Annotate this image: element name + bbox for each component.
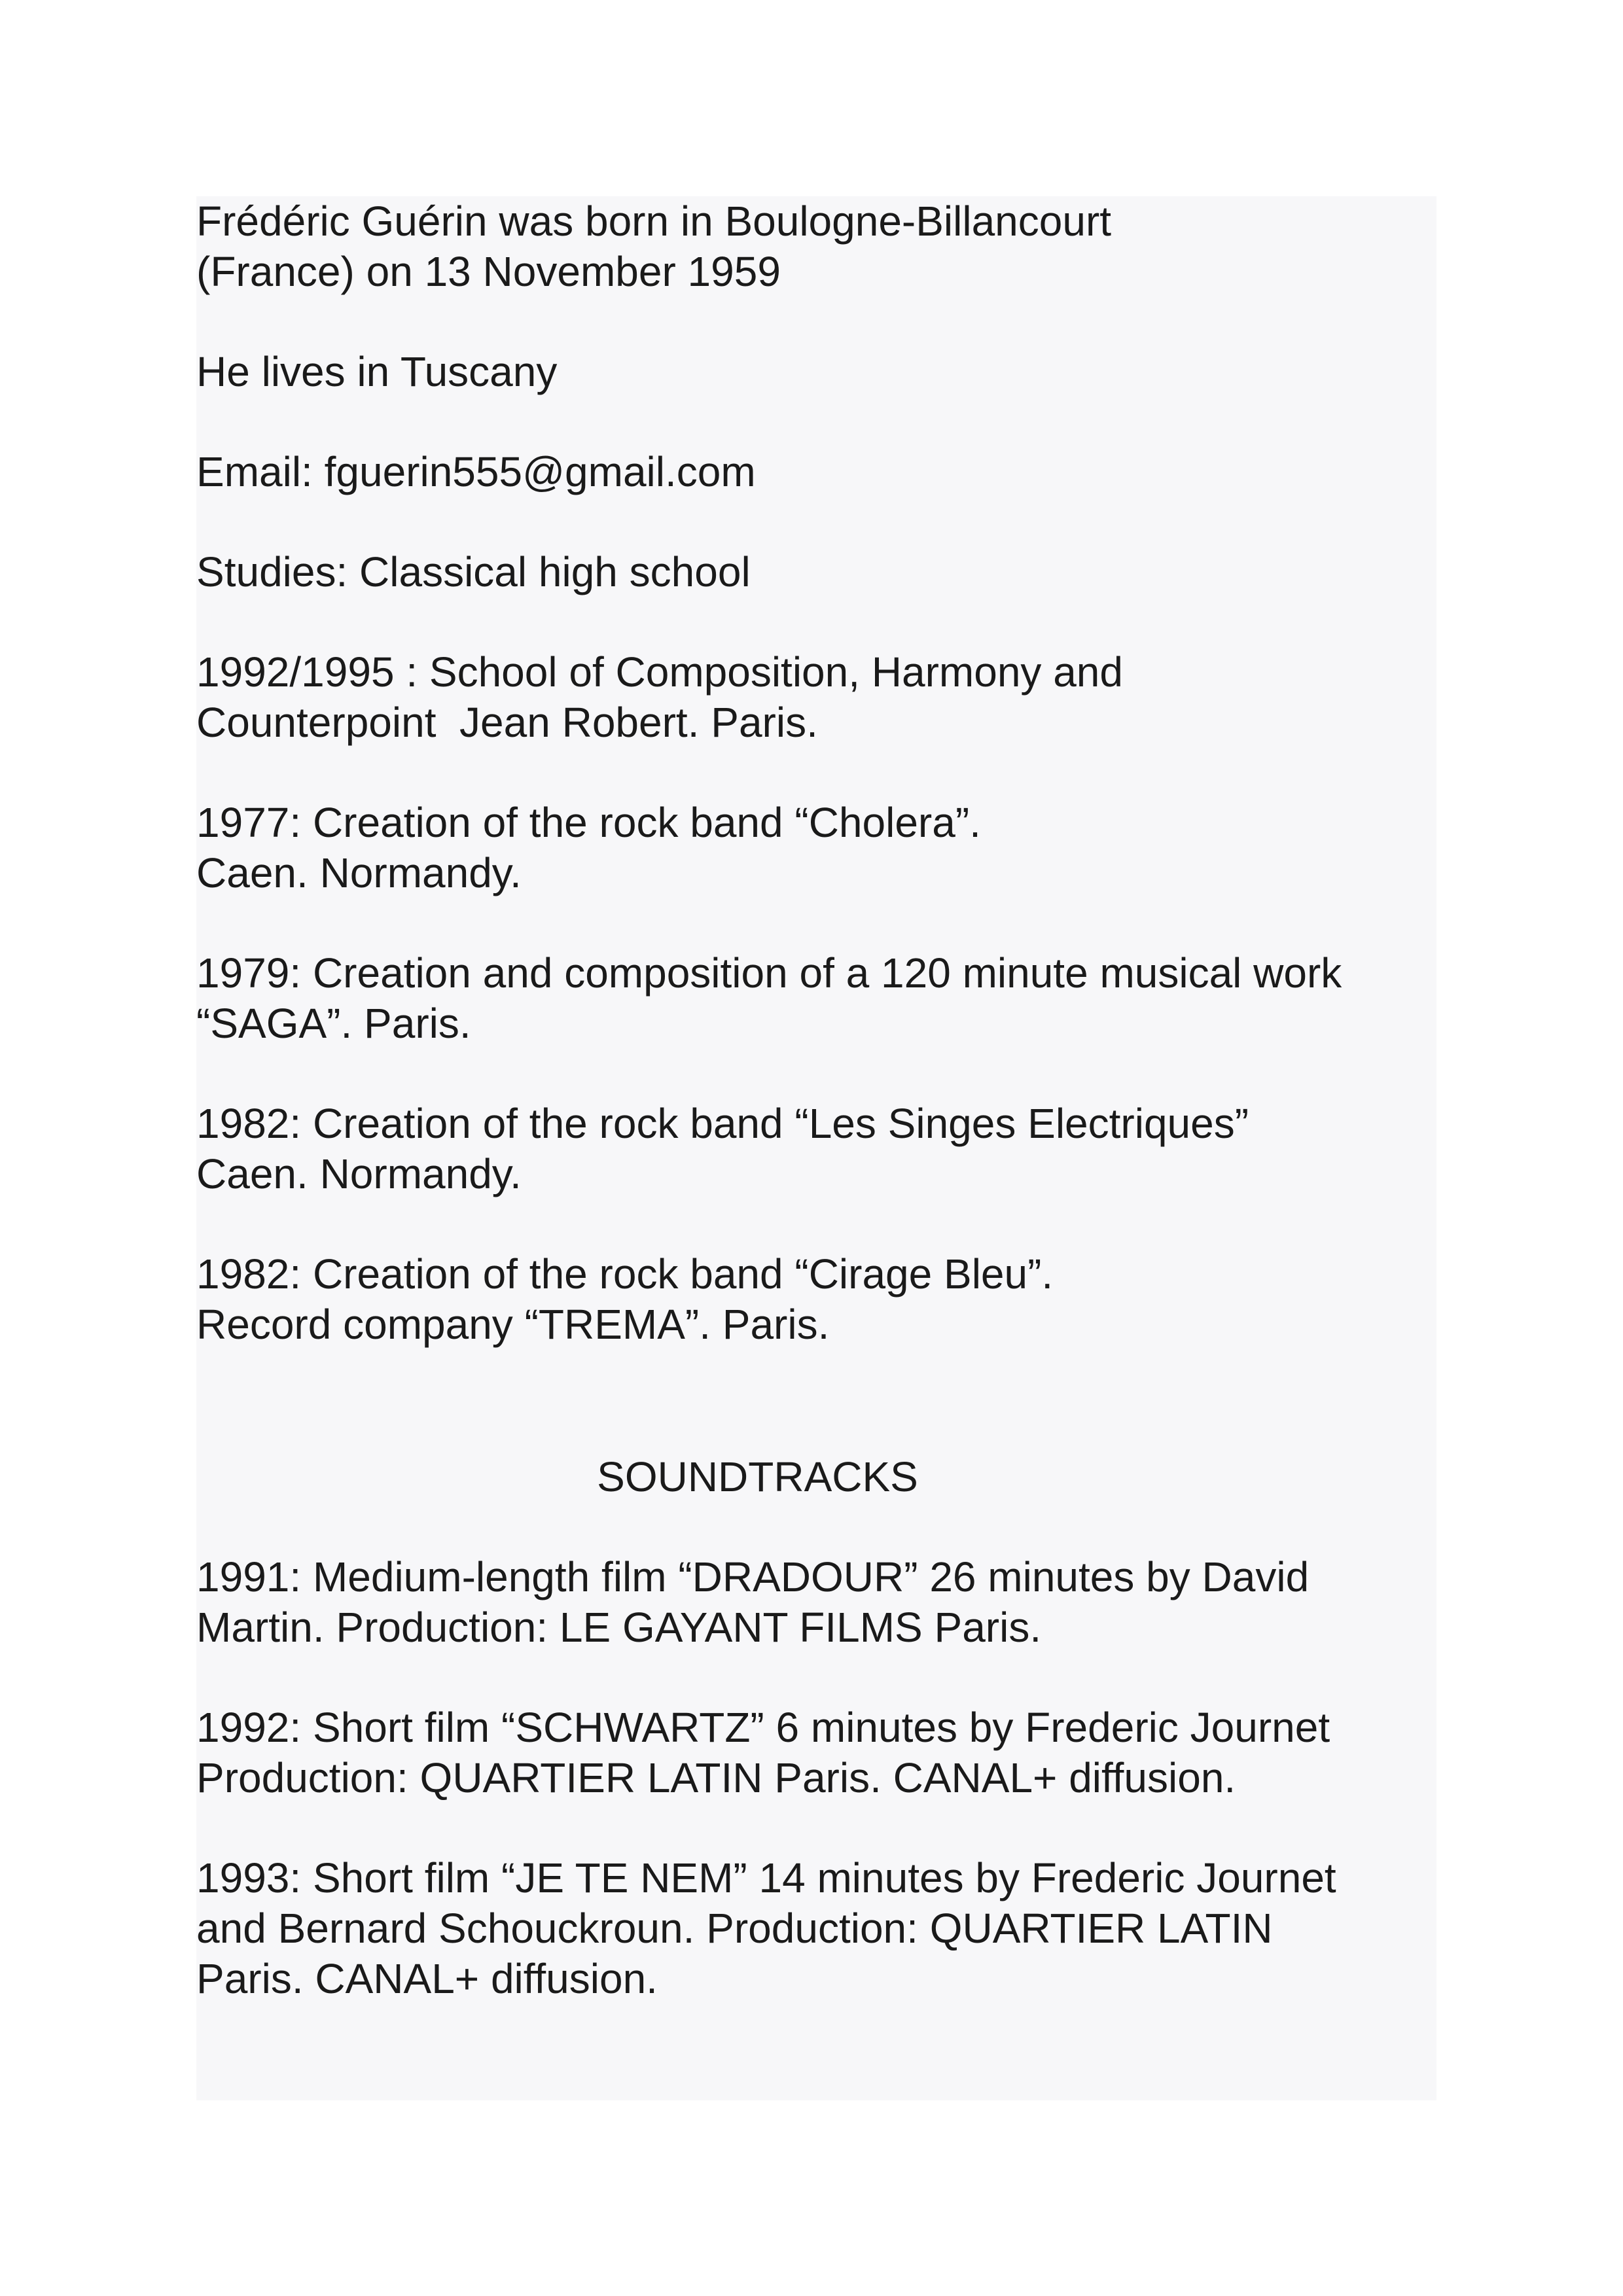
soundtrack-item-3-line-1: 1993: Short film “JE TE NEM” 14 minutes by Frederic Journet xyxy=(196,1854,1336,1901)
career-item-1-line-2: Counterpoint Jean Robert. Paris. xyxy=(196,699,818,746)
soundtrack-item-3-line-3: Paris. CANAL+ diffusion. xyxy=(196,1955,658,2002)
residence-text: He lives in Tuscany xyxy=(196,348,558,395)
career-item-4-line-2: Caen. Normandy. xyxy=(196,1150,522,1197)
email-text: Email: fguerin555@gmail.com xyxy=(196,448,756,495)
studies-text: Studies: Classical high school xyxy=(196,548,751,595)
soundtrack-item-1-line-2: Martin. Production: LE GAYANT FILMS Paris. xyxy=(196,1604,1042,1651)
career-item-2-line-2: Caen. Normandy. xyxy=(196,849,522,896)
soundtrack-item-1-line-1: 1991: Medium-length film “DRADOUR” 26 minutes by David xyxy=(196,1553,1310,1600)
soundtrack-item-2-line-2: Production: QUARTIER LATIN Paris. CANAL+ diffusion. xyxy=(196,1754,1236,1801)
career-item-4-line-1: 1982: Creation of the rock band “Les Singes Electriques” xyxy=(196,1100,1249,1147)
soundtracks-heading: SOUNDTRACKS xyxy=(597,1453,918,1500)
soundtrack-item-2-line-1: 1992: Short film “SCHWARTZ” 6 minutes by Frederic Journet xyxy=(196,1704,1330,1751)
born-line-2: (France) on 13 November 1959 xyxy=(196,248,781,295)
biography-document xyxy=(196,196,1436,2004)
career-item-5-line-2: Record company “TREMA”. Paris. xyxy=(196,1301,830,1348)
career-item-2-line-1: 1977: Creation of the rock band “Cholera”. xyxy=(196,799,981,846)
career-item-3-line-2: “SAGA”. Paris. xyxy=(196,1000,471,1047)
career-item-1-line-1: 1992/1995 : School of Composition, Harmony and xyxy=(196,648,1123,696)
soundtrack-item-3-line-2: and Bernard Schouckroun. Production: QUARTIER LATIN xyxy=(196,1905,1273,1952)
born-line-1: Frédéric Guérin was born in Boulogne-Billancourt xyxy=(196,198,1112,245)
career-item-3-line-1: 1979: Creation and composition of a 120 minute musical work xyxy=(196,949,1342,997)
career-item-5-line-1: 1982: Creation of the rock band “Cirage Bleu”. xyxy=(196,1250,1054,1298)
